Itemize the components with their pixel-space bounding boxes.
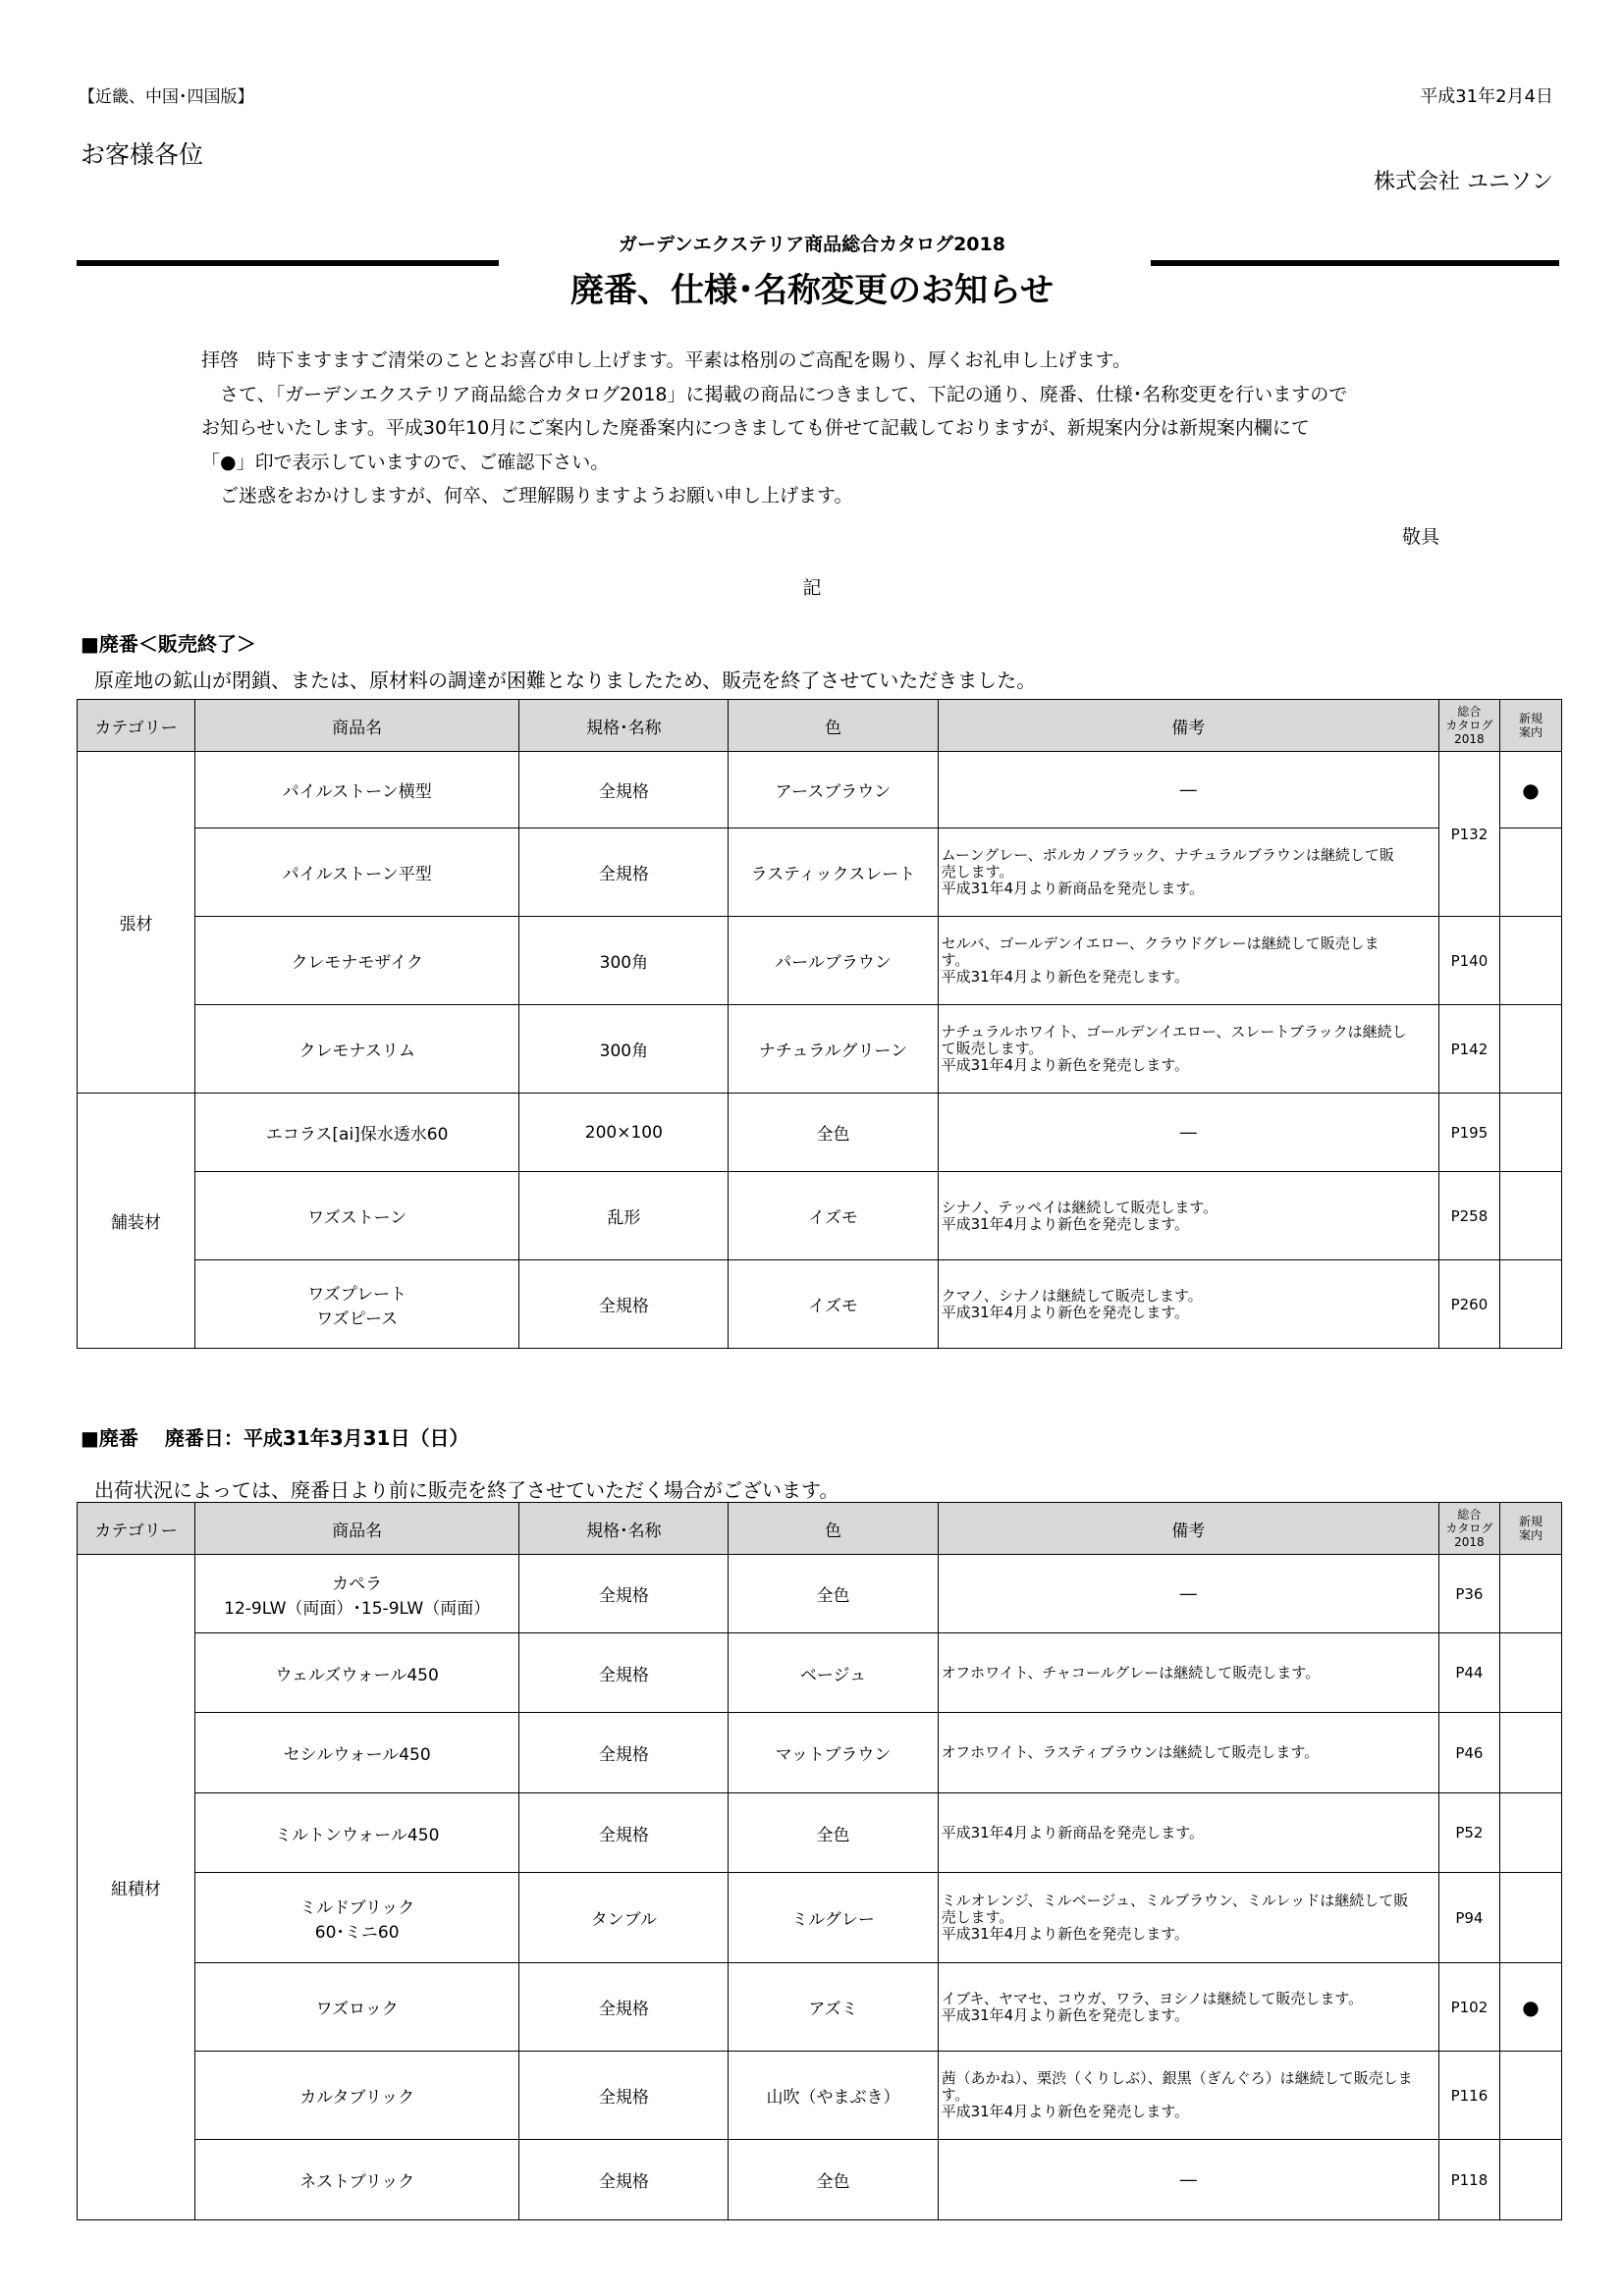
section1-description: 原産地の鉱山が閉鎖、または、原材料の調達が困難となりましたため、販売を終了させていただきました。 [94, 668, 1037, 692]
body-line: さて、「ガーデンエクステリア商品総合カタログ2018」に掲載の商品につきまして、下記の通り、廃番、仕様･名称変更を行いますので [201, 384, 1348, 405]
note-line: 平成31年4月より新色を発売します。 [941, 2103, 1189, 2120]
note-cell [938, 2052, 1438, 2140]
note-cell [938, 828, 1438, 917]
new-notice-cell [1499, 1633, 1561, 1713]
product-name-line: カペラ [332, 1574, 383, 1594]
table-header-row [78, 1503, 1562, 1555]
product-name-line: ワズプレート [307, 1284, 407, 1305]
table-row [78, 1172, 1562, 1260]
product-name-cell [195, 1713, 519, 1793]
color-cell: 山吹（やまぶき） [729, 2052, 938, 2140]
discontinued-table [77, 699, 1562, 1349]
catalog-page-cell: P140 [1438, 917, 1499, 1005]
table-row [78, 1555, 1562, 1633]
new-notice-cell [1499, 917, 1561, 1005]
product-name-cell [195, 1172, 519, 1260]
product-name-cell [195, 1963, 519, 2052]
section2-heading: ■廃番 廃番日：平成31年3月31日（日） [81, 1426, 469, 1450]
product-name-line: ワズストーン [307, 1208, 407, 1228]
category-cell: 組積材 [78, 1555, 195, 2220]
product-name-cell [195, 1260, 519, 1349]
note-line: 平成31年4月より新色を発売します。 [941, 1925, 1189, 1943]
product-name-cell [195, 917, 519, 1005]
company-name: 株式会社 ユニソン [1374, 170, 1553, 194]
header-new [1499, 1503, 1561, 1555]
note-line: ― [1179, 2169, 1197, 2190]
product-name-cell [195, 2140, 519, 2220]
body-line: 「●」印で表示していますので、ご確認下さい。 [201, 452, 610, 473]
note-cell [938, 1633, 1438, 1713]
issue-date: 平成31年2月4日 [1420, 86, 1553, 107]
new-notice-cell [1499, 1260, 1561, 1349]
catalog-page-cell: P142 [1438, 1005, 1499, 1094]
new-notice-cell [1499, 1873, 1561, 1963]
note-line: 平成31年4月より新色を発売します。 [941, 1056, 1189, 1074]
catalog-page-cell: P195 [1438, 1094, 1499, 1172]
spec-cell: 全規格 [519, 1793, 729, 1873]
note-line: ナチュラルホワイト、ゴールデンイエロー、スレートブラックは継続し [941, 1023, 1407, 1041]
table-row [78, 1094, 1562, 1172]
note-line: ― [1179, 1122, 1197, 1143]
spec-cell: タンブル [519, 1873, 729, 1963]
spec-cell: 300角 [519, 917, 729, 1005]
new-notice-cell [1499, 1005, 1561, 1094]
note-cell [938, 2140, 1438, 2220]
region-label: 【近畿、中国･四国版】 [79, 87, 254, 107]
color-cell: イズモ [729, 1260, 938, 1349]
note-line: 売します。 [941, 1908, 1014, 1926]
body-line: 拝啓 時下ますますご清栄のこととお喜び申し上げます。平素は格別のご高配を賜り、厚くお礼申し上げます。 [201, 349, 1131, 371]
header-catalog [1438, 700, 1499, 752]
header-spec: 規格･名称 [519, 700, 729, 752]
catalog-page-cell: P260 [1438, 1260, 1499, 1349]
header-name: 商品名 [195, 1503, 519, 1555]
table-header-row [78, 700, 1562, 752]
header-catalog-line: 2018 [1454, 732, 1485, 746]
table-row [78, 752, 1562, 828]
product-name-cell [195, 828, 519, 917]
spec-cell: 全規格 [519, 828, 729, 917]
product-name-line: セシルウォール450 [283, 1745, 431, 1765]
spec-cell: 300角 [519, 1005, 729, 1094]
header-color: 色 [729, 700, 938, 752]
catalog-subtitle: ガーデンエクステリア商品総合カタログ2018 [619, 234, 1005, 255]
note-line: ミルオレンジ、ミルベージュ、ミルブラウン、ミルレッドは継続して販 [941, 1892, 1409, 1909]
header-spec: 規格･名称 [519, 1503, 729, 1555]
color-cell: 全色 [729, 1555, 938, 1633]
note-cell [938, 1963, 1438, 2052]
note-cell [938, 1713, 1438, 1793]
spec-cell: 全規格 [519, 2140, 729, 2220]
page-title: 廃番、仕様･名称変更のお知らせ [570, 271, 1054, 310]
table-row [78, 1873, 1562, 1963]
note-line: 茜（あかね）、栗渋（くりしぶ）、銀黒（ぎんぐろ）は継続して販売しま [941, 2069, 1413, 2087]
color-cell: イズモ [729, 1172, 938, 1260]
color-cell: ラスティックスレート [729, 828, 938, 917]
new-notice-cell [1499, 1172, 1561, 1260]
product-name-cell [195, 1873, 519, 1963]
product-name-cell [195, 1555, 519, 1633]
header-catalog-line: 総合 [1457, 1508, 1482, 1522]
color-cell: 全色 [729, 1793, 938, 1873]
table-row [78, 1633, 1562, 1713]
header-name: 商品名 [195, 700, 519, 752]
color-cell: 全色 [729, 2140, 938, 2220]
header-catalog-line: 総合 [1457, 705, 1482, 719]
note-line: セルバ、ゴールデンイエロー、クラウドグレーは継続して販売しま [941, 934, 1380, 952]
note-cell [938, 752, 1438, 828]
product-name-line: 12-9LW（両面）･15-9LW（両面） [224, 1598, 491, 1619]
header-note: 備考 [938, 700, 1438, 752]
note-cell [938, 1555, 1438, 1633]
note-line: 平成31年4月より新色を発売します。 [941, 1303, 1189, 1321]
catalog-page-cell: P46 [1438, 1713, 1499, 1793]
spec-cell: 乱形 [519, 1172, 729, 1260]
color-cell: アースブラウン [729, 752, 938, 828]
product-name-line: パイルストーン平型 [282, 865, 432, 884]
note-line: シナノ、テッペイは継続して販売します。 [941, 1198, 1218, 1216]
note-cell [938, 917, 1438, 1005]
color-cell: ミルグレー [729, 1873, 938, 1963]
note-line: て販売します。 [941, 1040, 1044, 1057]
ki-marker: 記 [802, 577, 822, 599]
product-name-line: クレモナモザイク [291, 953, 423, 973]
note-cell [938, 1873, 1438, 1963]
product-name-line: クレモナスリム [298, 1041, 415, 1061]
product-name-line: エコラス[ai]保水透水60 [265, 1125, 449, 1145]
note-line: オフホワイト、ラスティブラウンは継続して販売します。 [941, 1743, 1320, 1761]
note-line: す。 [941, 951, 970, 969]
table-row [78, 828, 1562, 917]
note-line: クマノ、シナノは継続して販売します。 [941, 1286, 1203, 1305]
spec-cell: 全規格 [519, 2052, 729, 2140]
catalog-page-cell: P102 [1438, 1963, 1499, 2052]
note-cell [938, 1172, 1438, 1260]
table-row [78, 1713, 1562, 1793]
new-notice-cell [1499, 2140, 1561, 2220]
new-notice-cell [1499, 1094, 1561, 1172]
new-notice-cell: ● [1499, 752, 1561, 828]
note-line: す。 [941, 2086, 970, 2104]
note-line: オフホワイト、チャコールグレーは継続して販売します。 [941, 1663, 1321, 1682]
note-cell [938, 1793, 1438, 1873]
catalog-page-cell: P258 [1438, 1172, 1499, 1260]
product-name-line: 60･ミニ60 [314, 1922, 400, 1943]
product-name-line: ウェルズウォール450 [275, 1665, 439, 1685]
note-line: 平成31年4月より新色を発売します。 [941, 968, 1189, 986]
note-line: 平成31年4月より新商品を発売します。 [941, 880, 1204, 897]
new-notice-cell [1499, 1793, 1561, 1873]
note-line: 平成31年4月より新色を発売します。 [941, 1214, 1189, 1233]
section2-description: 出荷状況によっては、廃番日より前に販売を終了させていただく場合がございます。 [94, 1478, 839, 1502]
note-cell [938, 1260, 1438, 1349]
product-name-cell [195, 1633, 519, 1713]
color-cell: 全色 [729, 1094, 938, 1172]
new-notice-cell [1499, 1713, 1561, 1793]
header-color: 色 [729, 1503, 938, 1555]
table-row [78, 1963, 1562, 2052]
header-new-line: 案内 [1518, 1528, 1543, 1542]
catalog-page-cell: P118 [1438, 2140, 1499, 2220]
table-row [78, 1260, 1562, 1349]
table-row [78, 2052, 1562, 2140]
spec-cell: 全規格 [519, 1260, 729, 1349]
new-notice-cell: ● [1499, 1963, 1561, 2052]
note-line: ― [1179, 779, 1197, 800]
catalog-page-cell: P36 [1438, 1555, 1499, 1633]
product-name-cell [195, 752, 519, 828]
catalog-page-cell: P116 [1438, 2052, 1499, 2140]
spec-cell: 全規格 [519, 1963, 729, 2052]
closing-keigu: 敬具 [1401, 526, 1439, 548]
header-new [1499, 700, 1561, 752]
spec-cell: 全規格 [519, 752, 729, 828]
product-name-line: ミルトンウォール450 [274, 1825, 440, 1845]
note-cell [938, 1094, 1438, 1172]
catalog-page-cell: P44 [1438, 1633, 1499, 1713]
spec-cell: 全規格 [519, 1633, 729, 1713]
category-cell: 舗装材 [78, 1094, 195, 1349]
body-line: ご迷惑をおかけしますが、何卒、ご理解賜りますようお願い申し上げます。 [201, 485, 853, 507]
addressee: お客様各位 [81, 140, 204, 169]
header-new-line: 案内 [1518, 725, 1543, 739]
spec-cell: 全規格 [519, 1713, 729, 1793]
header-note: 備考 [938, 1503, 1438, 1555]
product-name-cell [195, 1005, 519, 1094]
product-name-cell [195, 1094, 519, 1172]
color-cell: マットブラウン [729, 1713, 938, 1793]
product-name-cell [195, 2052, 519, 2140]
note-line: イブキ、ヤマセ、コウガ、ワラ、ヨシノは継続して販売します。 [941, 1989, 1364, 2007]
new-notice-cell [1499, 2052, 1561, 2140]
color-cell: ナチュラルグリーン [729, 1005, 938, 1094]
catalog-page-cell: P52 [1438, 1793, 1499, 1873]
category-cell: 張材 [78, 752, 195, 1094]
header-catalog-line: 2018 [1454, 1535, 1485, 1549]
color-cell: ベージュ [729, 1633, 938, 1713]
new-notice-cell [1499, 828, 1561, 917]
catalog-page-cell: P132 [1438, 752, 1499, 917]
section1-heading: ■廃番＜販売終了＞ [81, 632, 256, 656]
color-cell: パールブラウン [729, 917, 938, 1005]
note-line: 売します。 [941, 863, 1014, 881]
color-cell: アズミ [729, 1963, 938, 2052]
product-name-line: ワズピース [316, 1308, 399, 1329]
body-line: お知らせいたします。平成30年10月にご案内した廃番案内につきましても併せて記載しておりますが、新規案内分は新規案内欄にて [201, 417, 1310, 439]
product-name-line: カルタブリック [299, 2088, 415, 2108]
table-row [78, 1793, 1562, 1873]
header-new-line: 新規 [1518, 712, 1543, 725]
note-line: 平成31年4月より新商品を発売します。 [941, 1823, 1204, 1842]
header-catalog-line: カタログ [1445, 719, 1493, 732]
header-new-line: 新規 [1518, 1515, 1543, 1528]
note-cell [938, 1005, 1438, 1094]
header-category: カテゴリー [78, 700, 195, 752]
product-name-cell [195, 1793, 519, 1873]
table-row [78, 917, 1562, 1005]
header-catalog-line: カタログ [1445, 1522, 1493, 1535]
header-catalog [1438, 1503, 1499, 1555]
product-name-line: ミルドブリック [299, 1897, 415, 1918]
new-notice-cell [1499, 1555, 1561, 1633]
product-name-line: パイルストーン横型 [282, 782, 432, 802]
note-line: ― [1179, 1583, 1197, 1604]
header-category: カテゴリー [78, 1503, 195, 1555]
table-row [78, 1005, 1562, 1094]
discontinued-date-table [77, 1502, 1562, 2220]
product-name-line: ワズロック [315, 2000, 399, 2019]
note-line: 平成31年4月より新色を発売します。 [941, 2005, 1189, 2024]
note-line: ムーングレー、ボルカノブラック、ナチュラルブラウンは継続して販 [941, 846, 1394, 864]
spec-cell: 200×100 [519, 1094, 729, 1172]
table-row [78, 2140, 1562, 2220]
product-name-line: ネストブリック [299, 2172, 415, 2192]
spec-cell: 全規格 [519, 1555, 729, 1633]
catalog-page-cell: P94 [1438, 1873, 1499, 1963]
